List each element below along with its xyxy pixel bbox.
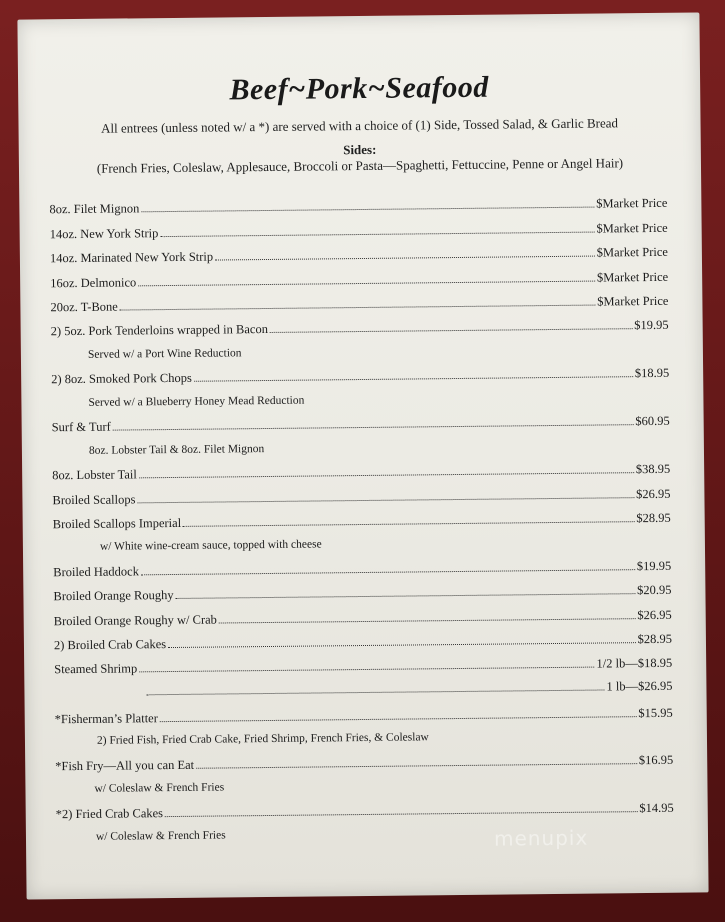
item-price: $Market Price xyxy=(596,244,668,260)
item-name: 14oz. New York Strip xyxy=(49,226,159,242)
menu-item xyxy=(52,411,670,435)
item-note: w/ Coleslaw & French Fries xyxy=(95,829,226,843)
item-name: 2) Broiled Crab Cakes xyxy=(53,637,167,653)
item-price: $Market Price xyxy=(596,195,668,211)
menu-item xyxy=(55,703,673,727)
item-price: $28.95 xyxy=(636,510,671,526)
item-name: *2) Fried Crab Cakes xyxy=(55,806,164,822)
menu-item xyxy=(54,629,672,653)
item-price: $26.95 xyxy=(637,607,672,623)
leader-dots xyxy=(113,424,634,430)
menu-item xyxy=(53,556,671,580)
leader-dots xyxy=(146,689,604,695)
item-price: $60.95 xyxy=(635,413,670,429)
item-name: 20oz. T-Bone xyxy=(50,299,118,315)
item-price: $26.95 xyxy=(635,486,671,502)
item-price: $28.95 xyxy=(637,631,673,647)
menu-item xyxy=(52,484,670,508)
menu-item xyxy=(50,218,668,242)
leader-dots xyxy=(183,521,634,527)
item-price: $15.95 xyxy=(638,705,673,721)
leader-dots xyxy=(160,716,636,722)
item-name: Surf & Turf xyxy=(51,419,111,435)
leader-dots xyxy=(160,232,594,238)
item-price: $19.95 xyxy=(634,317,669,333)
leader-dots xyxy=(139,667,594,673)
item-name: 16oz. Delmonico xyxy=(50,275,137,291)
item-name: Broiled Orange Roughy xyxy=(53,587,174,604)
item-price: $19.95 xyxy=(636,558,672,574)
menu-item xyxy=(54,605,672,629)
item-name: 8oz. Filet Mignon xyxy=(49,201,140,217)
item-note: 2) Fried Fish, Fried Crab Cake, Fried Shrimp, French Fries, & Coleslaw xyxy=(96,731,429,747)
menu-item xyxy=(56,798,674,822)
leader-dots xyxy=(176,593,635,599)
leader-dots xyxy=(120,305,595,311)
leader-dots xyxy=(139,472,634,478)
leader-dots xyxy=(196,763,637,769)
leader-dots xyxy=(194,376,633,382)
item-note: 8oz. Lobster Tail & 8oz. Filet Mignon xyxy=(88,443,265,457)
menu-page xyxy=(17,12,708,899)
menu-title: Beef~Pork~Seafood xyxy=(229,70,489,107)
item-price: $Market Price xyxy=(597,293,669,309)
item-name: 2) 5oz. Pork Tenderloins wrapped in Bacon xyxy=(50,321,268,339)
item-note: Served w/ a Port Wine Reduction xyxy=(87,347,242,361)
menu-item xyxy=(53,580,671,604)
item-name: *Fish Fry—All you can Eat xyxy=(55,757,195,774)
menu-item xyxy=(52,459,670,483)
menu-item xyxy=(53,508,671,532)
item-name: 14oz. Marinated New York Strip xyxy=(49,249,214,266)
leader-dots xyxy=(141,569,635,575)
item-price: 1/2 lb—$18.95 xyxy=(596,655,673,671)
menu-item xyxy=(50,267,668,291)
menu-item xyxy=(50,242,668,266)
item-note: Served w/ a Blueberry Honey Mead Reduction xyxy=(88,394,305,409)
sides-heading: Sides: xyxy=(343,141,377,158)
item-name: Broiled Scallops Imperial xyxy=(52,515,182,532)
item-price: $14.95 xyxy=(639,800,674,816)
menu-item xyxy=(50,291,668,315)
item-note: w/ Coleslaw & French Fries xyxy=(94,781,225,795)
item-name: *Fisherman’s Platter xyxy=(54,711,158,727)
menu-item xyxy=(51,315,669,339)
item-price: $16.95 xyxy=(638,752,674,768)
leader-dots xyxy=(168,642,635,648)
menu-item xyxy=(51,363,669,387)
menu-item xyxy=(54,653,672,677)
item-price: 1 lb—$26.95 xyxy=(606,678,673,694)
leader-dots xyxy=(165,811,637,817)
leader-dots xyxy=(138,281,595,287)
item-name: Broiled Orange Roughy w/ Crab xyxy=(53,612,217,629)
sides-list: (French Fries, Coleslaw, Applesauce, Broccoli or Pasta—Spaghetti, Fettuccine, Penne or Angel Hair) xyxy=(96,155,624,176)
leader-dots xyxy=(219,618,635,623)
leader-dots xyxy=(137,497,634,503)
item-price: $Market Price xyxy=(596,220,668,236)
watermark: menupix xyxy=(493,825,589,851)
item-price: $20.95 xyxy=(636,582,672,598)
leader-dots xyxy=(270,328,632,333)
entree-note: All entrees (unless noted w/ a *) are served with a choice of (1) Side, Tossed Salad, & Garlic Bread xyxy=(101,115,619,136)
item-name: Broiled Scallops xyxy=(52,492,136,508)
leader-dots xyxy=(141,207,594,213)
menu-item xyxy=(144,676,672,700)
item-price: $Market Price xyxy=(596,269,669,285)
item-price: $38.95 xyxy=(635,461,671,477)
leader-dots xyxy=(215,256,595,261)
item-note: w/ White wine-cream sauce, topped with cheese xyxy=(99,538,322,553)
menu-item xyxy=(55,750,673,774)
item-name: 2) 8oz. Smoked Pork Chops xyxy=(51,370,192,387)
item-price: $18.95 xyxy=(634,365,670,381)
item-name: Broiled Haddock xyxy=(53,564,140,580)
item-name: 8oz. Lobster Tail xyxy=(52,467,137,483)
item-name: Steamed Shrimp xyxy=(54,661,138,677)
menu-item xyxy=(49,193,667,217)
